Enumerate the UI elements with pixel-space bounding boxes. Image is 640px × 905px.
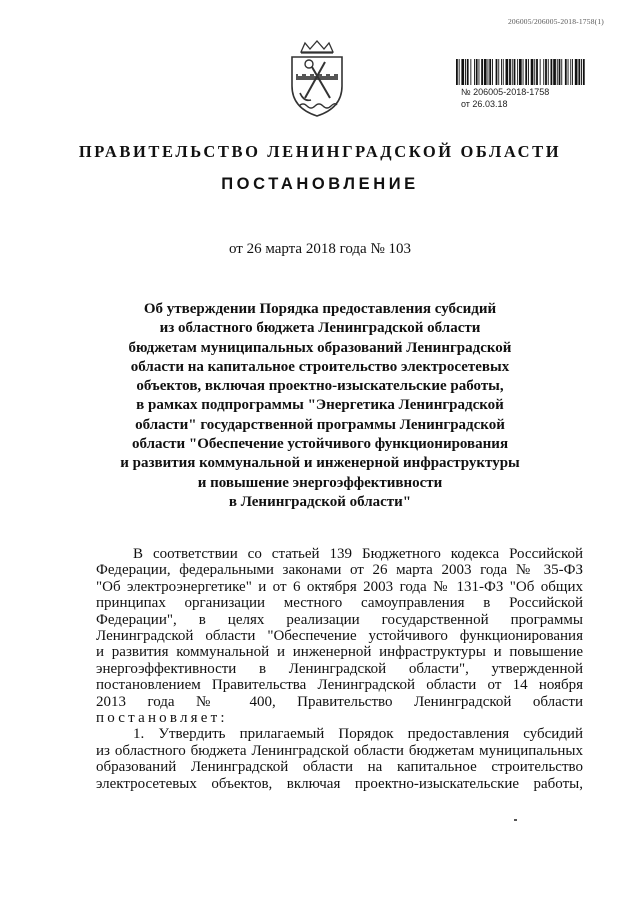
body-line: постановлением Правительства Ленинградской области от 14 ноября xyxy=(96,677,583,694)
subject-line: и повышение энергоэффективности xyxy=(197,474,443,491)
body-line: 2013 года № 400, Правительство Ленинградской области xyxy=(96,693,583,710)
decree-subject xyxy=(95,300,545,512)
page-mark xyxy=(514,819,517,821)
subject-line: Об утверждении Порядка предоставления субсидий xyxy=(143,301,497,317)
subject-line: объектов, включая проектно-изыскательские работы, xyxy=(136,378,504,395)
subject-line: в Ленинградской области" xyxy=(228,493,412,510)
coat-of-arms-icon xyxy=(287,40,347,118)
document-reference: 206005/206005-2018-1758(1) xyxy=(507,17,604,26)
government-title: ПРАВИТЕЛЬСТВО ЛЕНИНГРАДСКОЙ ОБЛАСТИ xyxy=(78,142,562,161)
body-line: образований Ленинградской области на капитальное строительство xyxy=(96,759,583,776)
subject-line: области" государственной программы Ленинградской xyxy=(135,416,505,433)
body-line: из областного бюджета Ленинградской области бюджетам муниципальных xyxy=(96,742,583,759)
subject-line: из областного бюджета Ленинградской области xyxy=(159,320,481,337)
subject-line: бюджетам муниципальных образований Ленинградской xyxy=(128,339,512,356)
body-line: электросетевых объектов, включая проектно-изыскательские работы, xyxy=(96,775,583,792)
body-line: Федерации, федеральными законами от 26 марта 2003 года № 35-ФЗ xyxy=(96,562,583,579)
body-line: принципах организации местного самоуправления в Российской xyxy=(96,595,583,612)
body-line: Ленинградской области "Обеспечение устойчивого функционирования xyxy=(96,628,583,645)
subject-line: в рамках подпрограммы "Энергетика Ленинградской xyxy=(136,397,504,414)
body-line: Федерации", в целях реализации государственной программы xyxy=(96,611,583,628)
subject-line: области на капитальное строительство электросетевых xyxy=(130,358,510,375)
decree-title: ПОСТАНОВЛЕНИЕ xyxy=(221,175,419,193)
subject-line: области "Обеспечение устойчивого функционирования xyxy=(131,436,509,453)
registration-number: № 206005-2018-1758 xyxy=(461,87,550,97)
body-line: постановляет: xyxy=(96,710,228,727)
body-line: энергоэффективности в Ленинградской области", утвержденной xyxy=(96,660,583,677)
body-line: 1. Утвердить прилагаемый Порядок предоставления субсидий xyxy=(133,726,583,743)
barcode xyxy=(456,59,586,85)
body-line: "Об электроэнергетике" и от 6 октября 2003 года № 131-ФЗ "Об общих xyxy=(96,578,583,595)
subject-line: и развития коммунальной и инженерной инфраструктуры xyxy=(120,455,520,472)
body-line: В соответствии со статьей 139 Бюджетного кодекса Российской xyxy=(133,546,583,562)
decree-date: от 26 марта 2018 года № 103 xyxy=(228,241,412,257)
registration-date: от 26.03.18 xyxy=(461,99,508,109)
body-text xyxy=(96,546,583,792)
body-line: и развития коммунальной и инженерной инфраструктуры и повышение xyxy=(96,644,583,661)
